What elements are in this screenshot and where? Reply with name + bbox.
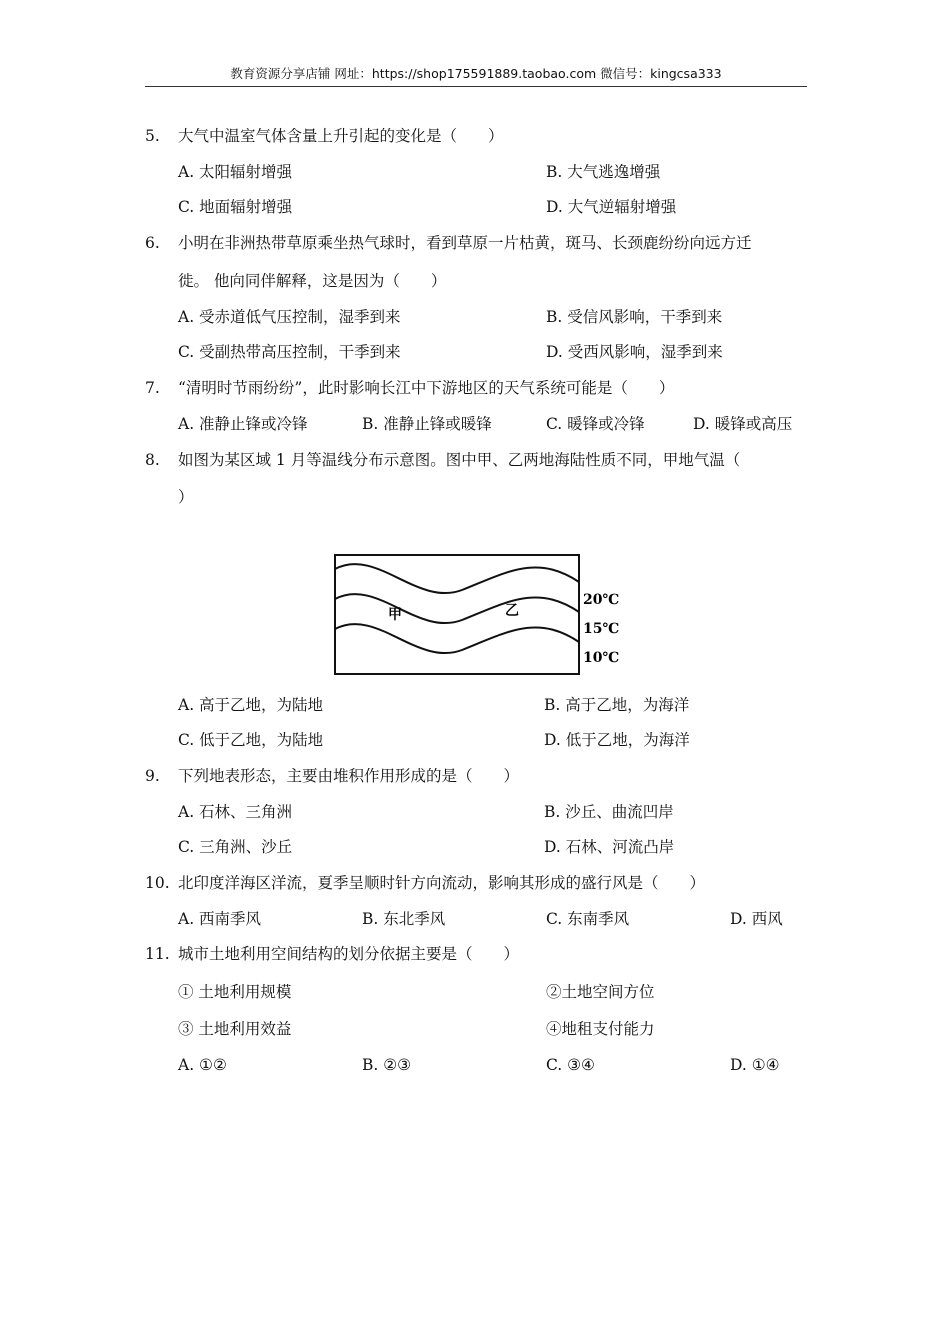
- option-b[interactable]: B. 高于乙地，为海洋: [544, 696, 690, 714]
- question-number: 8.: [145, 451, 160, 469]
- option-c[interactable]: C. ③④: [546, 1056, 595, 1074]
- option-c[interactable]: C. 东南季风: [546, 910, 630, 928]
- option-a[interactable]: A. 准静止锋或冷锋: [178, 415, 308, 433]
- question-number: 5.: [145, 127, 160, 145]
- question-text-line1: 小明在非洲热带草原乘坐热气球时，看到草原一片枯黄，斑马、长颈鹿纷纷向远方迁: [178, 234, 752, 252]
- question-text: 下列地表形态，主要由堆积作用形成的是（ ）: [178, 767, 520, 785]
- isotherm-map-figure: [332, 552, 622, 682]
- place-label-jia: 甲: [388, 607, 402, 623]
- isotherm-line-20: [335, 564, 579, 593]
- isotherm-line-10: [335, 624, 579, 653]
- isotherm-label-15: 15℃: [583, 621, 620, 637]
- question-text-line1: 如图为某区域 1 月等温线分布示意图。图中甲、乙两地海陆性质不同，甲地气温（: [178, 451, 741, 469]
- question-text: 大气中温室气体含量上升引起的变化是（ ）: [178, 127, 504, 145]
- question-number: 6.: [145, 234, 160, 252]
- option-b[interactable]: B. ②③: [362, 1056, 412, 1074]
- option-d[interactable]: D. 大气逆辐射增强: [546, 198, 677, 216]
- option-a[interactable]: A. ①②: [178, 1056, 227, 1074]
- option-c[interactable]: C. 低于乙地，为陆地: [178, 731, 324, 749]
- question-number: 10.: [145, 874, 170, 892]
- option-d[interactable]: D. ①④: [730, 1056, 780, 1074]
- option-c[interactable]: C. 地面辐射增强: [178, 198, 293, 216]
- question-text: 北印度洋海区洋流，夏季呈顺时针方向流动，影响其形成的盛行风是（ ）: [178, 874, 706, 892]
- statement-2: ②土地空间方位: [546, 983, 655, 1001]
- statement-3: ③ 土地利用效益: [178, 1020, 292, 1038]
- statement-4: ④地租支付能力: [546, 1020, 655, 1038]
- question-text: 城市土地利用空间结构的划分依据主要是（ ）: [178, 945, 520, 963]
- isotherm-label-10: 10℃: [583, 650, 620, 666]
- place-label-yi: 乙: [505, 603, 519, 619]
- option-b[interactable]: B. 受信风影响，干季到来: [546, 308, 723, 326]
- option-c[interactable]: C. 受副热带高压控制，干季到来: [178, 343, 401, 361]
- option-d[interactable]: D. 低于乙地，为海洋: [544, 731, 690, 749]
- question-text-line2: ）: [178, 488, 194, 506]
- isotherm-map: [332, 552, 622, 678]
- option-b[interactable]: B. 沙丘、曲流凹岸: [544, 803, 674, 821]
- isotherm-label-20: 20℃: [583, 592, 620, 608]
- question-text-line2: 徙。 他向同伴解释，这是因为（ ）: [178, 272, 447, 290]
- option-d[interactable]: D. 石林、河流凸岸: [544, 838, 675, 856]
- option-b[interactable]: B. 准静止锋或暖锋: [362, 415, 492, 433]
- option-a[interactable]: A. 西南季风: [178, 910, 262, 928]
- map-border: [335, 555, 579, 674]
- question-number: 11.: [145, 945, 170, 963]
- option-d[interactable]: D. 暖锋或高压: [693, 415, 793, 433]
- option-a[interactable]: A. 太阳辐射增强: [178, 163, 293, 181]
- question-number: 9.: [145, 767, 160, 785]
- option-a[interactable]: A. 受赤道低气压控制，湿季到来: [178, 308, 401, 326]
- option-d[interactable]: D. 受西风影响，湿季到来: [546, 343, 723, 361]
- option-b[interactable]: B. 大气逃逸增强: [546, 163, 661, 181]
- option-c[interactable]: C. 三角洲、沙丘: [178, 838, 293, 856]
- question-text: “清明时节雨纷纷”，此时影响长江中下游地区的天气系统可能是（ ）: [178, 379, 675, 397]
- option-b[interactable]: B. 东北季风: [362, 910, 446, 928]
- question-number: 7.: [145, 379, 160, 397]
- page-header: 教育资源分享店铺 网址：https://shop175591889.taobao.com 微信号：kingcsa333: [145, 64, 807, 87]
- option-d[interactable]: D. 西风: [730, 910, 783, 928]
- statement-1: ① 土地利用规模: [178, 983, 292, 1001]
- option-a[interactable]: A. 石林、三角洲: [178, 803, 293, 821]
- isotherm-line-15: [335, 594, 579, 623]
- option-a[interactable]: A. 高于乙地，为陆地: [178, 696, 324, 714]
- option-c[interactable]: C. 暖锋或冷锋: [546, 415, 645, 433]
